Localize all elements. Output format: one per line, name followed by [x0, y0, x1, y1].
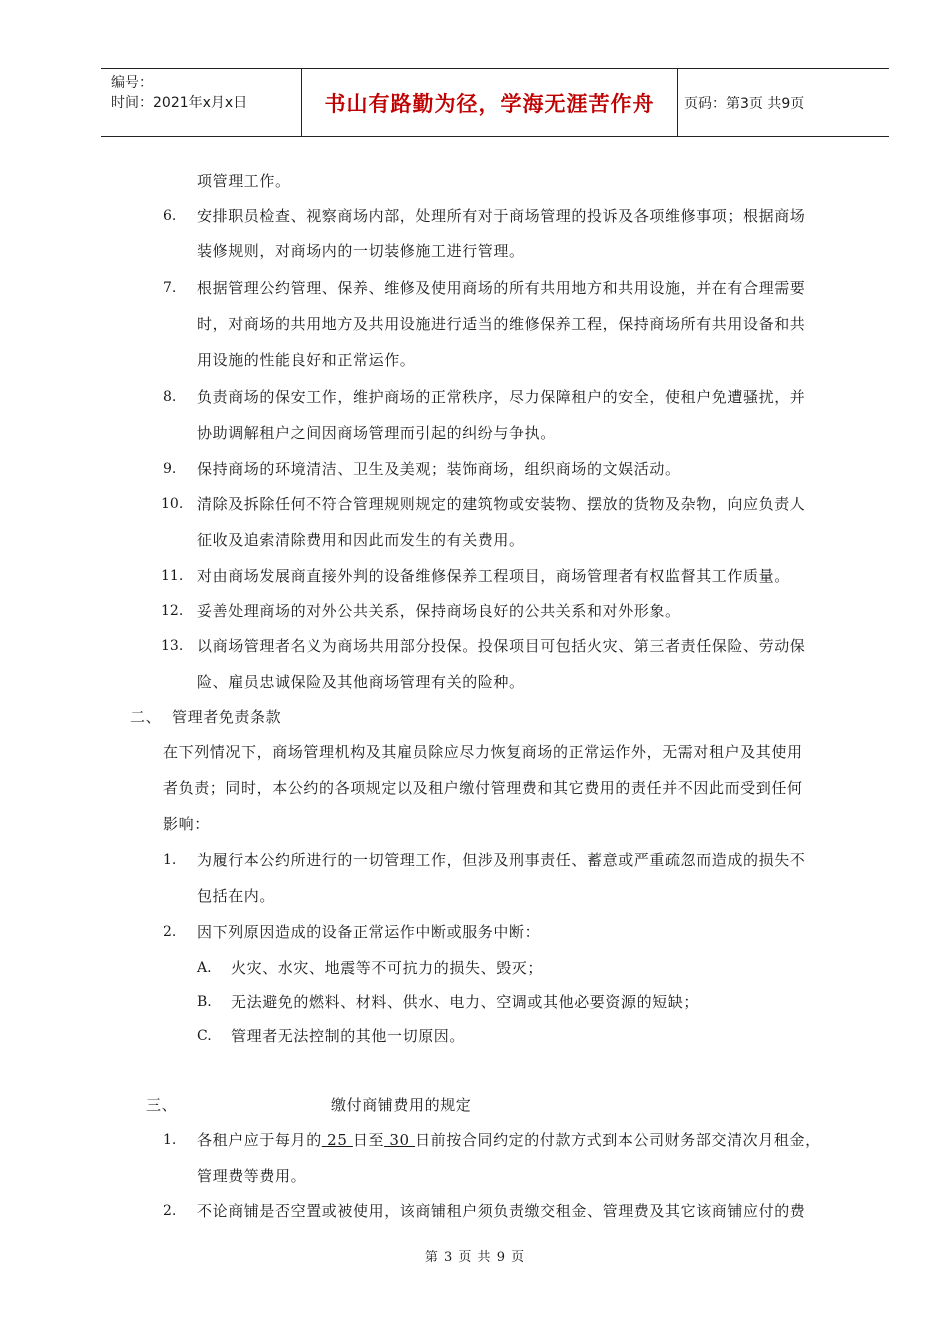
page-label: 页码：第3页 共9页 [684, 95, 805, 112]
paragraph-line: 者负责；同时，本公约的各项规定以及租户缴付管理费和其它费用的责任并不因此而受到任何 [163, 779, 803, 797]
text-line: 包括在内。 [197, 887, 276, 905]
text-line: 管理者无法控制的其他一切原因。 [231, 1027, 466, 1045]
text-line: 征收及追索清除费用和因此而发生的有关费用。 [197, 531, 525, 549]
text-line: 险、雇员忠诚保险及其他商场管理有关的险种。 [197, 673, 525, 691]
text-run: 日至 [352, 1131, 385, 1149]
section-title: 管理者免责条款 [172, 708, 282, 726]
time-label: 时间：2021年x月x日 [111, 95, 248, 111]
item-number: 13. [161, 638, 184, 654]
item-number: 10. [161, 496, 184, 512]
text-line: 对由商场发展商直接外判的设备维修保养工程项目，商场管理者有权监督其工作质量。 [197, 567, 790, 585]
text-line: 根据管理公约管理、保养、维修及使用商场的所有共用地方和共用设施，并在有合理需要 [197, 279, 806, 297]
day-end-value: 30 [384, 1131, 416, 1149]
text-line: 火灾、水灾、地震等不可抗力的损失、毁灭； [231, 959, 544, 977]
text-line [197, 1130, 821, 1150]
text-line: 用设施的性能良好和正常运作。 [197, 351, 416, 369]
item-number: 1. [163, 852, 177, 868]
text-line: 清除及拆除任何不符合管理规则规定的建筑物或安装物、摆放的货物及杂物，向应负责人 [197, 495, 806, 513]
item-number: 12. [161, 603, 184, 619]
header-motto-cell [302, 69, 678, 136]
sub-item-letter: B. [197, 994, 212, 1010]
motto: 书山有路勤为径，学海无涯苦作舟 [324, 91, 655, 116]
item-number: 2. [163, 924, 177, 940]
text-line: 装修规则，对商场内的一切装修施工进行管理。 [197, 242, 525, 260]
header-meta [101, 69, 302, 136]
text-line: 妥善处理商场的对外公共关系，保持商场良好的公共关系和对外形象。 [197, 602, 681, 620]
text-line: 保持商场的环境清洁、卫生及美观；装饰商场，组织商场的文娱活动。 [197, 460, 681, 478]
text-line: 安排职员检查、视察商场内部，处理所有对于商场管理的投诉及各项维修事项；根据商场 [197, 207, 806, 225]
header-page-cell [678, 69, 889, 136]
item-number: 9. [163, 461, 177, 477]
page-footer: 第 3 页 共 9 页 [424, 1250, 526, 1265]
item-number: 7. [163, 280, 177, 296]
text-line: 管理费等费用。 [197, 1167, 307, 1185]
text-run: 各租户应于每月的 [197, 1131, 322, 1149]
item-number: 1. [163, 1132, 177, 1148]
item-number: 8. [163, 389, 177, 405]
item-number: 2. [163, 1203, 177, 1219]
sub-item-letter: A. [197, 960, 212, 976]
section-number: 二、 [130, 708, 162, 726]
item-number: 6. [163, 208, 177, 224]
text-line: 无法避免的燃料、材料、供水、电力、空调或其他必要资源的短缺； [231, 993, 700, 1011]
paragraph-line: 在下列情况下，商场管理机构及其雇员除应尽力恢复商场的正常运作外，无需对租户及其使用 [163, 743, 803, 761]
text-line: 项管理工作。 [197, 172, 291, 190]
day-start-value: 25 [321, 1131, 353, 1149]
text-line: 时，对商场的共用地方及共用设施进行适当的维修保养工程，保持商场所有共用设备和共 [197, 315, 806, 333]
text-run: 日前按合同约定的付款方式到本公司财务部交清次月租金， [415, 1131, 821, 1149]
serial-label: 编号： [111, 75, 153, 91]
text-line: 不论商铺是否空置或被使用，该商铺租户须负责缴交租金、管理费及其它该商铺应付的费 [197, 1202, 806, 1220]
page-header [101, 68, 889, 137]
text-line: 协助调解租户之间因商场管理而引起的纠纷与争执。 [197, 424, 556, 442]
paragraph-line: 影响： [163, 815, 210, 833]
item-number: 11. [161, 568, 184, 584]
sub-item-letter: C. [197, 1028, 212, 1044]
text-line: 为履行本公约所进行的一切管理工作，但涉及刑事责任、蓄意或严重疏忽而造成的损失不 [197, 851, 806, 869]
section-title: 缴付商铺费用的规定 [331, 1096, 472, 1114]
text-line: 负责商场的保安工作，维护商场的正常秩序，尽力保障租户的安全，使租户免遭骚扰，并 [197, 388, 806, 406]
text-line: 以商场管理者名义为商场共用部分投保。投保项目可包括火灾、第三者责任保险、劳动保 [197, 637, 806, 655]
text-line: 因下列原因造成的设备正常运作中断或服务中断： [197, 923, 541, 941]
section-number: 三、 [146, 1096, 178, 1114]
